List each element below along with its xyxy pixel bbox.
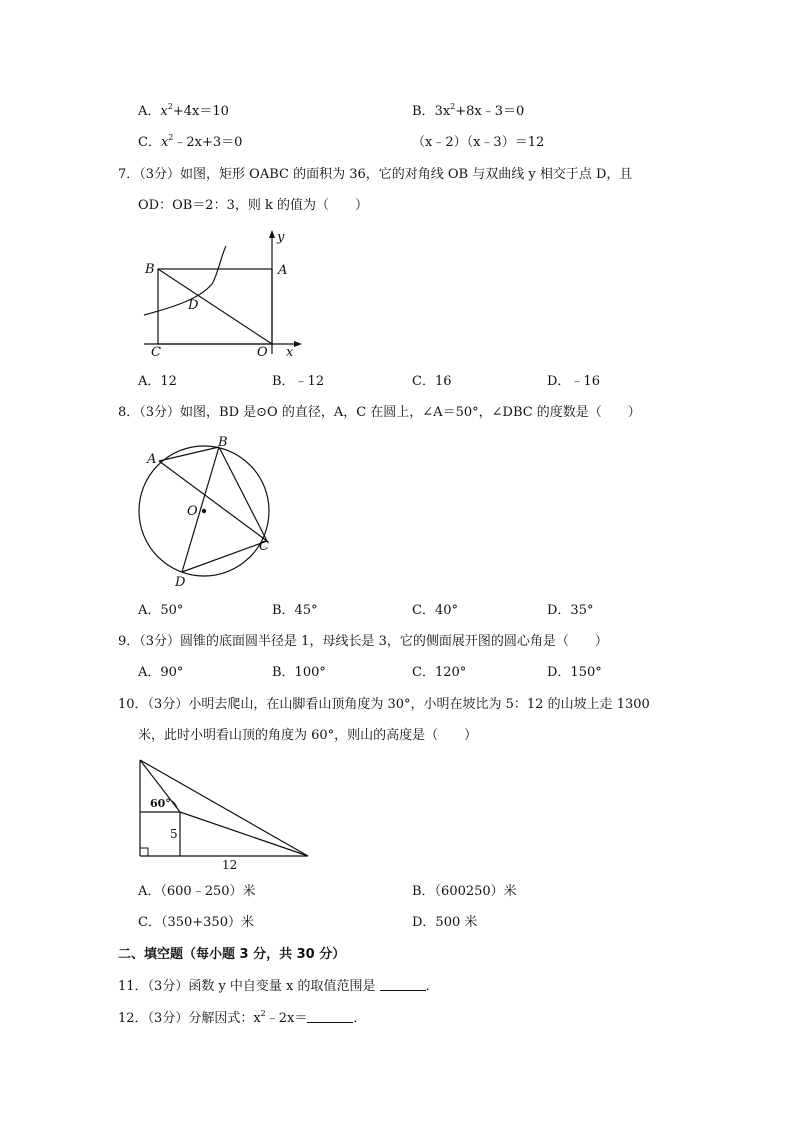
q10-right-angle-mark (140, 848, 148, 856)
q6-option-b: B．$3x^2+8x﹣3=0$ (412, 102, 525, 119)
q7-option-b: B．﹣12 (272, 374, 325, 389)
q10-slope (180, 812, 308, 856)
q6-option-d: （x﹣2）（x﹣3）＝12 (412, 135, 545, 150)
q8-chord-dc (182, 541, 267, 572)
q7-label-b: B (145, 262, 155, 277)
q7-y-arrow (269, 230, 275, 238)
q12-stem: 12．（3分）分解因式：$x^2﹣2x=$ ． (118, 1009, 367, 1026)
q7-figure (138, 226, 318, 366)
q6-option-c: C．$x^2﹣2x+3=0$ (138, 133, 243, 150)
q10-option-c: C．（350+350）米 (138, 915, 254, 930)
q8-figure (138, 432, 288, 592)
q10-label-60: 60° (150, 797, 171, 810)
q11-answer-blank[interactable] (380, 978, 426, 991)
q9-option-a: A．90° (138, 665, 184, 680)
q7-label-d: D (188, 298, 199, 313)
q10-option-a: A．（600﹣250）米 (138, 884, 256, 899)
q8-chord-bc (219, 447, 267, 541)
q10-option-d: D．500 米 (412, 915, 478, 930)
q8-label-b: B (218, 435, 228, 450)
q11-stem: 11．（3分）函数 y 中自变量 x 的取值范围是 ． (118, 979, 439, 994)
q7-label-o: O (257, 345, 268, 360)
q8-stem-line1: 8．（3分）如图，BD 是⊙O 的直径，A，C 在圆上，∠A＝50°，∠DBC 的度数是（ ） (118, 405, 641, 420)
q9-option-d: D．150° (547, 665, 602, 680)
q10-option-b: B．（600250）米 (412, 884, 517, 899)
q9-option-b: B．100° (272, 665, 326, 680)
q8-chord-ab (159, 447, 219, 461)
q7-option-a: A．12 (138, 374, 177, 389)
q6-option-a: A．$x^2+4x=10$ (138, 102, 229, 119)
q10-stem-line1: 10．（3分）小明去爬山，在山脚看山顶角度为 30°，小明在坡比为 5：12 的山坡上走 1300 (118, 697, 650, 712)
q7-label-y: y (277, 230, 285, 245)
q7-option-c: C．16 (412, 374, 452, 389)
section-heading-fill-in: 二、填空题（每小题 3 分，共 30 分） (118, 947, 346, 962)
q8-chord-ac (159, 461, 267, 541)
q8-center-dot (202, 509, 206, 513)
q7-stem-line1: 7．（3分）如图，矩形 OABC 的面积为 36，它的对角线 OB 与双曲线 y 相交于点 D，且 (118, 167, 633, 182)
q7-x-arrow (294, 341, 302, 347)
q8-option-c: C．40° (412, 603, 458, 618)
q8-label-d: D (175, 575, 186, 590)
q7-label-c: C (151, 345, 161, 360)
q7-hyperbola (144, 246, 226, 315)
q7-label-x: x (286, 345, 294, 360)
q8-option-d: D．35° (547, 603, 594, 618)
q10-label-12: 12 (222, 858, 238, 872)
q10-stem-line2: 米，此时小明看山顶的角度为 60°，则山的高度是（ ） (138, 728, 478, 743)
q7-option-d: D．﹣16 (547, 374, 600, 389)
q7-stem-line2: OD：OB＝2：3，则 k 的值为（ ） (138, 198, 368, 213)
q10-figure (136, 756, 316, 876)
q9-option-c: C．120° (412, 665, 467, 680)
q8-option-a: A．50° (138, 603, 184, 618)
q8-option-b: B．45° (272, 603, 318, 618)
q8-label-a: A (147, 452, 157, 467)
q7-label-a: A (278, 263, 288, 278)
q8-label-o: O (187, 504, 198, 519)
q10-label-5: 5 (170, 827, 178, 841)
q8-label-c: C (259, 539, 269, 554)
q7-diagonal-ob (158, 269, 272, 344)
q12-answer-blank[interactable] (307, 1010, 353, 1023)
q9-stem-line1: 9．（3分）圆锥的底面圆半径是 1，母线长是 3，它的侧面展开图的圆心角是（ ） (118, 634, 608, 649)
